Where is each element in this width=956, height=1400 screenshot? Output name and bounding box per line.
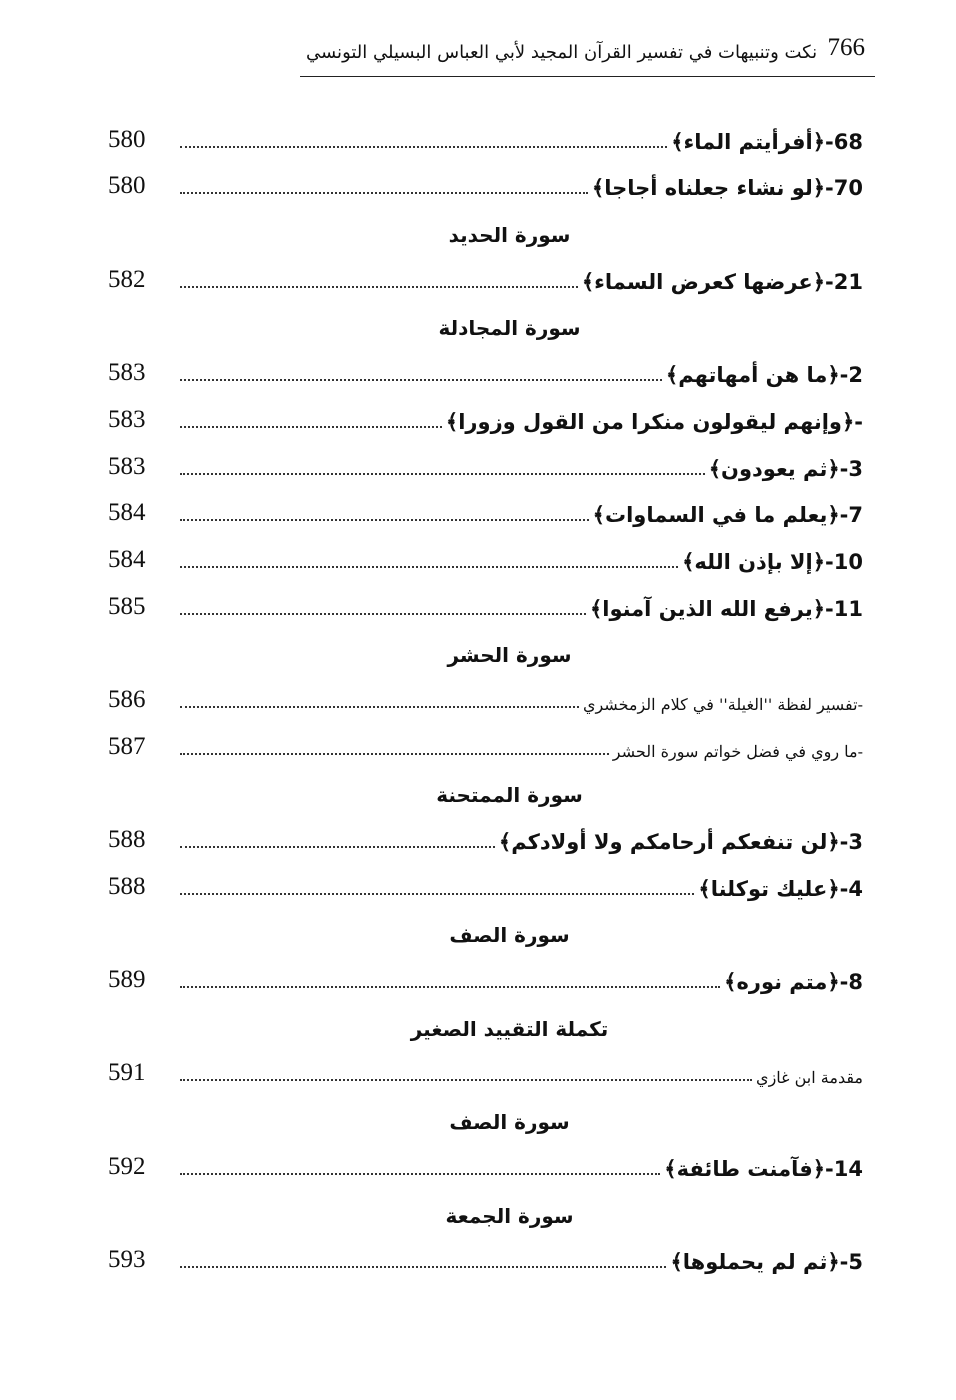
toc-row — [108, 253, 863, 300]
toc-row — [108, 953, 863, 1000]
table-of-contents — [108, 113, 863, 1280]
dot-leader — [180, 1264, 666, 1268]
toc-page-number: 587 — [108, 732, 146, 760]
toc-page-number: 584 — [108, 545, 146, 573]
toc-page-number: 582 — [108, 265, 146, 293]
toc-entry-title: 2-﴿ما هن أمهاتهم﴾ — [665, 363, 863, 388]
toc-entry-title: 8-﴿متم نوره﴾ — [724, 970, 863, 995]
dot-leader — [180, 611, 586, 615]
surah-heading: سورة الممتحنة — [436, 783, 583, 808]
dot-leader — [180, 284, 578, 288]
toc-row — [108, 813, 863, 860]
toc-row — [108, 1140, 863, 1187]
toc-entry-title: -تفسير لفظة ''الغيلة'' في كلام الزمخشري — [582, 694, 863, 714]
toc-page-number: 589 — [108, 966, 146, 994]
toc-entry-title: 5-﴿ثم لم يحملوها﴾ — [670, 1250, 863, 1275]
toc-page-number: 583 — [108, 452, 146, 480]
header-page-number: 766 — [827, 34, 865, 61]
toc-row — [108, 860, 863, 907]
toc-page-number: 593 — [108, 1246, 146, 1274]
surah-heading: سورة الجمعة — [445, 1203, 574, 1228]
toc-row — [108, 533, 863, 580]
dot-leader — [180, 704, 579, 708]
toc-entry-title: 21-﴿عرضها كعرض السماء﴾ — [581, 269, 863, 294]
toc-row — [108, 1234, 863, 1281]
toc-entry-title: -﴿وإنهم ليقولون منكرا من القول وزورا﴾ — [445, 409, 863, 434]
dot-leader — [180, 471, 705, 475]
surah-heading: سورة المجادلة — [438, 316, 581, 341]
toc-entry-title: مقدمة ابن غازي — [756, 1068, 863, 1088]
surah-heading: تكملة التقييد الصغير — [410, 1016, 609, 1041]
surah-heading: سورة الصف — [449, 1110, 570, 1135]
toc-entry-title: 68-﴿أفرأيتم الماء﴾ — [671, 129, 863, 154]
toc-entry-title: 70-﴿لو نشاء جعلناه أجاجا﴾ — [591, 176, 863, 201]
toc-page-number: 585 — [108, 592, 146, 620]
dot-leader — [180, 751, 609, 755]
dot-leader — [180, 377, 662, 381]
toc-row — [108, 160, 863, 207]
toc-row — [108, 673, 863, 720]
toc-entry-title: 10-﴿إلا بإذن الله﴾ — [682, 549, 863, 574]
toc-page-number: 588 — [108, 872, 146, 900]
toc-entry-title: 7-﴿يعلم ما في السماوات﴾ — [592, 503, 863, 528]
dot-leader — [180, 424, 442, 428]
toc-page-number: 591 — [108, 1059, 146, 1087]
dot-leader — [180, 1077, 752, 1081]
toc-row — [108, 440, 863, 487]
toc-page-number: 584 — [108, 499, 146, 527]
dot-leader — [180, 564, 678, 568]
toc-entry-title: 14-﴿فآمنت طائفة﴾ — [664, 1156, 863, 1181]
toc-entry-title: 3-﴿ثم يعودون﴾ — [708, 456, 863, 481]
toc-page-number: 580 — [108, 125, 146, 153]
surah-heading: سورة الحديد — [448, 223, 571, 248]
toc-row — [108, 346, 863, 393]
toc-page-number: 586 — [108, 685, 146, 713]
toc-row — [108, 487, 863, 534]
toc-row — [108, 1047, 863, 1094]
dot-leader — [180, 144, 667, 148]
toc-entry-title: -ما روي في فضل خواتم سورة الحشر — [612, 741, 863, 761]
surah-heading: سورة الحشر — [447, 643, 572, 668]
toc-page-number: 588 — [108, 826, 146, 853]
toc-page-number: 592 — [108, 1152, 146, 1180]
header-book-title: نكت وتنبيهات في تفسير القرآن المجيد لأبي العباس البسيلي التونسي — [306, 42, 818, 63]
toc-page-number: 583 — [108, 405, 146, 433]
toc-row — [108, 720, 863, 767]
toc-entry-title: 4-﴿عليك توكلنا﴾ — [698, 876, 863, 901]
dot-leader — [180, 517, 589, 521]
toc-page-number: 580 — [108, 172, 146, 200]
toc-row — [108, 113, 863, 160]
toc-entry-title: 3-﴿لن تنفعكم أرحامكم ولا أولادكم﴾ — [498, 830, 863, 854]
surah-heading: سورة الصف — [449, 923, 570, 948]
toc-entry-title: 11-﴿يرفع الله الذين آمنوا﴾ — [589, 596, 863, 621]
dot-leader — [180, 190, 588, 194]
dot-leader — [180, 984, 720, 988]
dot-leader — [180, 1171, 660, 1175]
toc-page-number: 583 — [108, 359, 146, 387]
dot-leader — [180, 891, 694, 895]
dot-leader — [180, 844, 495, 848]
toc-row — [108, 580, 863, 627]
running-header — [300, 30, 875, 77]
toc-row — [108, 393, 863, 440]
